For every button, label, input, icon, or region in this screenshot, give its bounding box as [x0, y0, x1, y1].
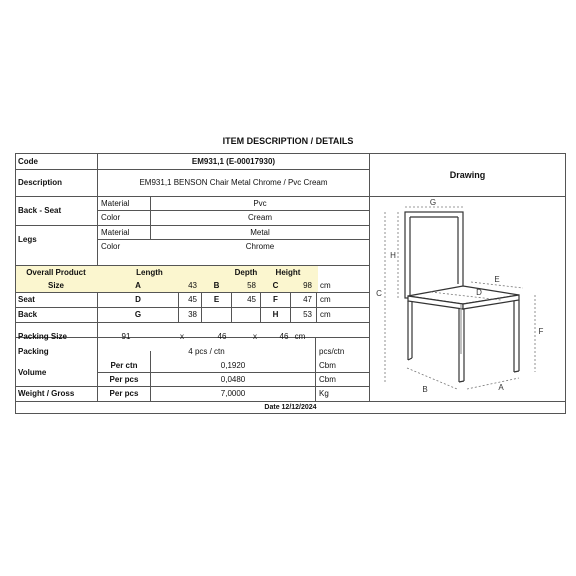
weight-per-pcs-label: Per pcs	[109, 389, 139, 398]
back-height-value: 53	[303, 310, 312, 319]
overall-depth-key: B	[213, 280, 220, 290]
dim-label-e: E	[494, 275, 500, 284]
depth-header: Depth	[234, 267, 258, 277]
back-seat-label: Back - Seat	[18, 206, 62, 215]
overall-length-value: 43	[188, 280, 197, 290]
dim-label-d: D	[476, 288, 482, 297]
seat-label: Seat	[18, 295, 35, 304]
packing-size-unit: cm	[294, 332, 306, 341]
code-label: Code	[18, 156, 38, 166]
back-length-key: G	[134, 310, 142, 319]
size-label: Size	[47, 280, 64, 290]
overall-product-label: Overall Product	[26, 267, 86, 277]
legs-color: Chrome	[245, 241, 275, 251]
packing-label: Packing	[18, 347, 49, 356]
description-value: EM931,1 BENSON Chair Metal Chrome / Pvc Cream	[139, 178, 328, 187]
back-seat-color: Cream	[247, 213, 272, 222]
packing-size-x1: x	[180, 332, 184, 341]
seat-length-key: D	[135, 295, 141, 304]
seat-unit: cm	[320, 295, 331, 304]
back-seat-color-label: Color	[101, 213, 121, 222]
overall-height-value: 98	[303, 280, 312, 290]
legs-label: Legs	[18, 235, 37, 244]
drawing-label: Drawing	[449, 169, 486, 180]
volume-per-pcs-label: Per pcs	[109, 374, 139, 384]
volume-label: Volume	[18, 367, 47, 377]
legs-material: Metal	[250, 227, 270, 237]
volume-per-ctn-label: Per ctn	[110, 360, 138, 370]
packing-unit: pcs/ctn	[319, 347, 345, 356]
dim-label-c: C	[376, 289, 382, 298]
overall-unit: cm	[320, 280, 331, 290]
volume-per-ctn: 0,1920	[220, 360, 246, 370]
volume-per-ctn-unit: Cbm	[319, 360, 336, 370]
back-height-key: H	[272, 310, 279, 319]
overall-height-key: C	[272, 280, 279, 290]
legs-material-label: Material	[101, 227, 130, 237]
back-unit: cm	[320, 310, 331, 319]
page-title: ITEM DESCRIPTION / DETAILS	[222, 136, 354, 146]
height-header: Height	[275, 267, 301, 277]
weight-unit: Kg	[319, 389, 329, 398]
description-label: Description	[18, 178, 63, 187]
dim-label-g: G	[429, 198, 437, 207]
packing-size-length: 91	[121, 332, 131, 341]
packing-value: 4 pcs / ctn	[188, 347, 225, 356]
seat-height-value: 47	[303, 295, 312, 304]
date-stamp: Date 12/12/2024	[264, 404, 317, 411]
seat-height-key: F	[273, 295, 278, 304]
chair-dimension-drawing	[371, 196, 551, 404]
back-seat-material: Pvc	[253, 198, 267, 208]
volume-per-pcs: 0,0480	[220, 374, 246, 384]
back-length-value: 38	[188, 310, 197, 319]
length-header: Length	[136, 267, 163, 277]
weight-label: Weight / Gross	[18, 389, 75, 398]
volume-per-pcs-unit: Cbm	[319, 374, 336, 384]
seat-length-value: 45	[188, 295, 197, 304]
weight-value: 7,0000	[220, 389, 246, 398]
dim-label-b: B	[422, 385, 428, 394]
overall-depth-value: 58	[247, 280, 256, 290]
back-label: Back	[18, 310, 38, 319]
packing-size-label: Packing Size	[18, 332, 67, 341]
seat-depth-value: 45	[247, 295, 256, 304]
dim-label-f: F	[538, 327, 544, 336]
dim-label-a: A	[498, 383, 504, 392]
seat-depth-key: E	[213, 295, 220, 304]
back-seat-material-label: Material	[101, 198, 130, 208]
dim-label-h: H	[390, 251, 396, 260]
packing-size-depth: 46	[217, 332, 227, 341]
code-value: EM931,1 (E-00017930)	[191, 156, 276, 166]
packing-size-x2: x	[253, 332, 257, 341]
overall-length-key: A	[135, 280, 141, 290]
packing-size-height: 46	[279, 332, 289, 341]
legs-color-label: Color	[101, 241, 121, 251]
